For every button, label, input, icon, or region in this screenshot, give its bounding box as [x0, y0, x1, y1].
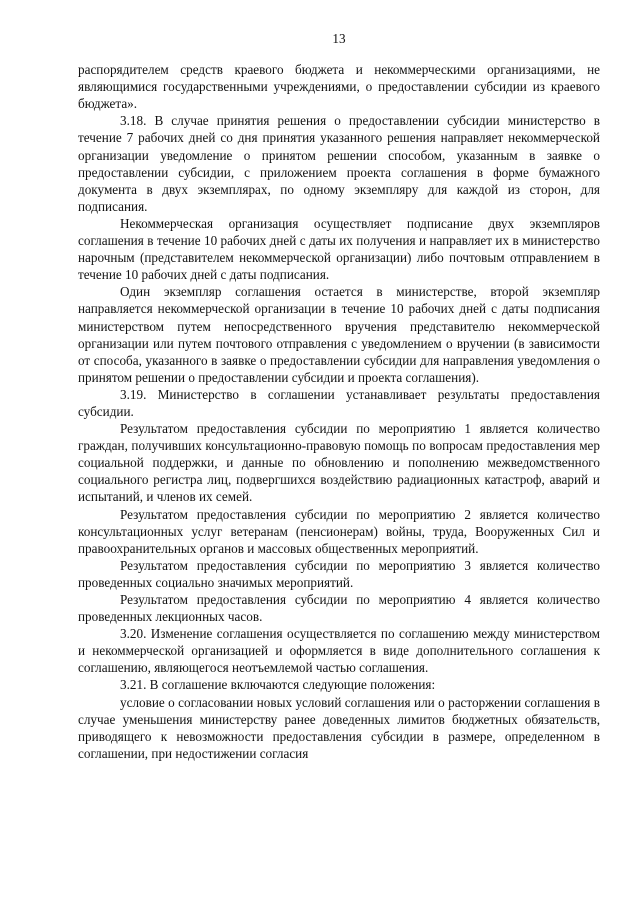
paragraph-result-event-2: Результатом предоставления субсидии по мероприятию 2 является количество консультационных услуг ветеранам (пенсионерам) войны, труда, Вооруженных Сил и правоохранительных органов и массовых общественных мероприятий.: [78, 506, 600, 556]
paragraph-3-21: 3.21. В соглашение включаются следующие положения:: [120, 677, 436, 693]
paragraph-3-18: 3.18. В случае принятия решения о предоставлении субсидии министерство в течение 7 рабочих дней со дня принятия указанного решения направляет некоммерческой организации уведомление о принятом решении способом, указанным в заявке о предоставлении субсидии, с приложением проекта соглашения в форме бумажного документа в двух экземплярах, по одному экземпляру для каждой из сторон, для подписания.: [78, 113, 600, 214]
paragraph-copy-delivery: Один экземпляр соглашения остается в министерстве, второй экземпляр направляется некоммерческой организации в течение 10 рабочих дней с даты подписания министерством путем непосредственного вручения представителю некоммерческой организации или путем почтового отправления с уведомлением о вручении (в зависимости от способа, указанного в заявке о предоставлении субсидии для направления уведомления о принятом решении о предоставлении субсидии и проекта соглашения).: [78, 284, 600, 385]
paragraph-continuation: распорядителем средств краевого бюджета и некоммерческими организациями, не являющимися государственными учреждениями, о предоставлении субсидии из краевого бюджета».: [78, 62, 600, 112]
paragraph-result-event-3: Результатом предоставления субсидии по мероприятию 3 является количество проведенных социально значимых мероприятий.: [78, 557, 600, 590]
paragraph-3-19: 3.19. Министерство в соглашении устанавливает результаты предоставления субсидии.: [78, 386, 600, 419]
paragraph-result-event-1: Результатом предоставления субсидии по мероприятию 1 является количество граждан, получивших консультационно-правовую помощь по вопросам предоставления мер социальной поддержки, и данные по обновлению и пополнению межведомственного социального регистра лиц, подвергшихся воздействию радиационных катастроф, аварий и испытаний, и членов их семей.: [78, 421, 600, 505]
paragraph-3-20: 3.20. Изменение соглашения осуществляется по соглашению между министерством и некоммерческой организацией и оформляется в виде дополнительного соглашения к соглашению, являющегося неотъемлемой частью соглашения.: [78, 626, 600, 676]
paragraph-signing: Некоммерческая организация осуществляет подписание двух экземпляров соглашения в течение 10 рабочих дней с даты их получения и направляет их в министерство нарочным (представителем некоммерческой организации) либо почтовым отправлением в течение 10 рабочих дней с даты подписания.: [78, 215, 600, 283]
paragraph-result-event-4: Результатом предоставления субсидии по мероприятию 4 является количество проведенных лекционных часов.: [78, 592, 600, 625]
paragraph-condition: условие о согласовании новых условий соглашения или о расторжении соглашения в случае уменьшения министерству ранее доведенных лимитов бюджетных обязательств, приводящего к невозможности предоставления субсидии в размере, определенном в соглашении, при недостижении согласия: [78, 694, 600, 761]
page-number: 13: [332, 31, 346, 46]
